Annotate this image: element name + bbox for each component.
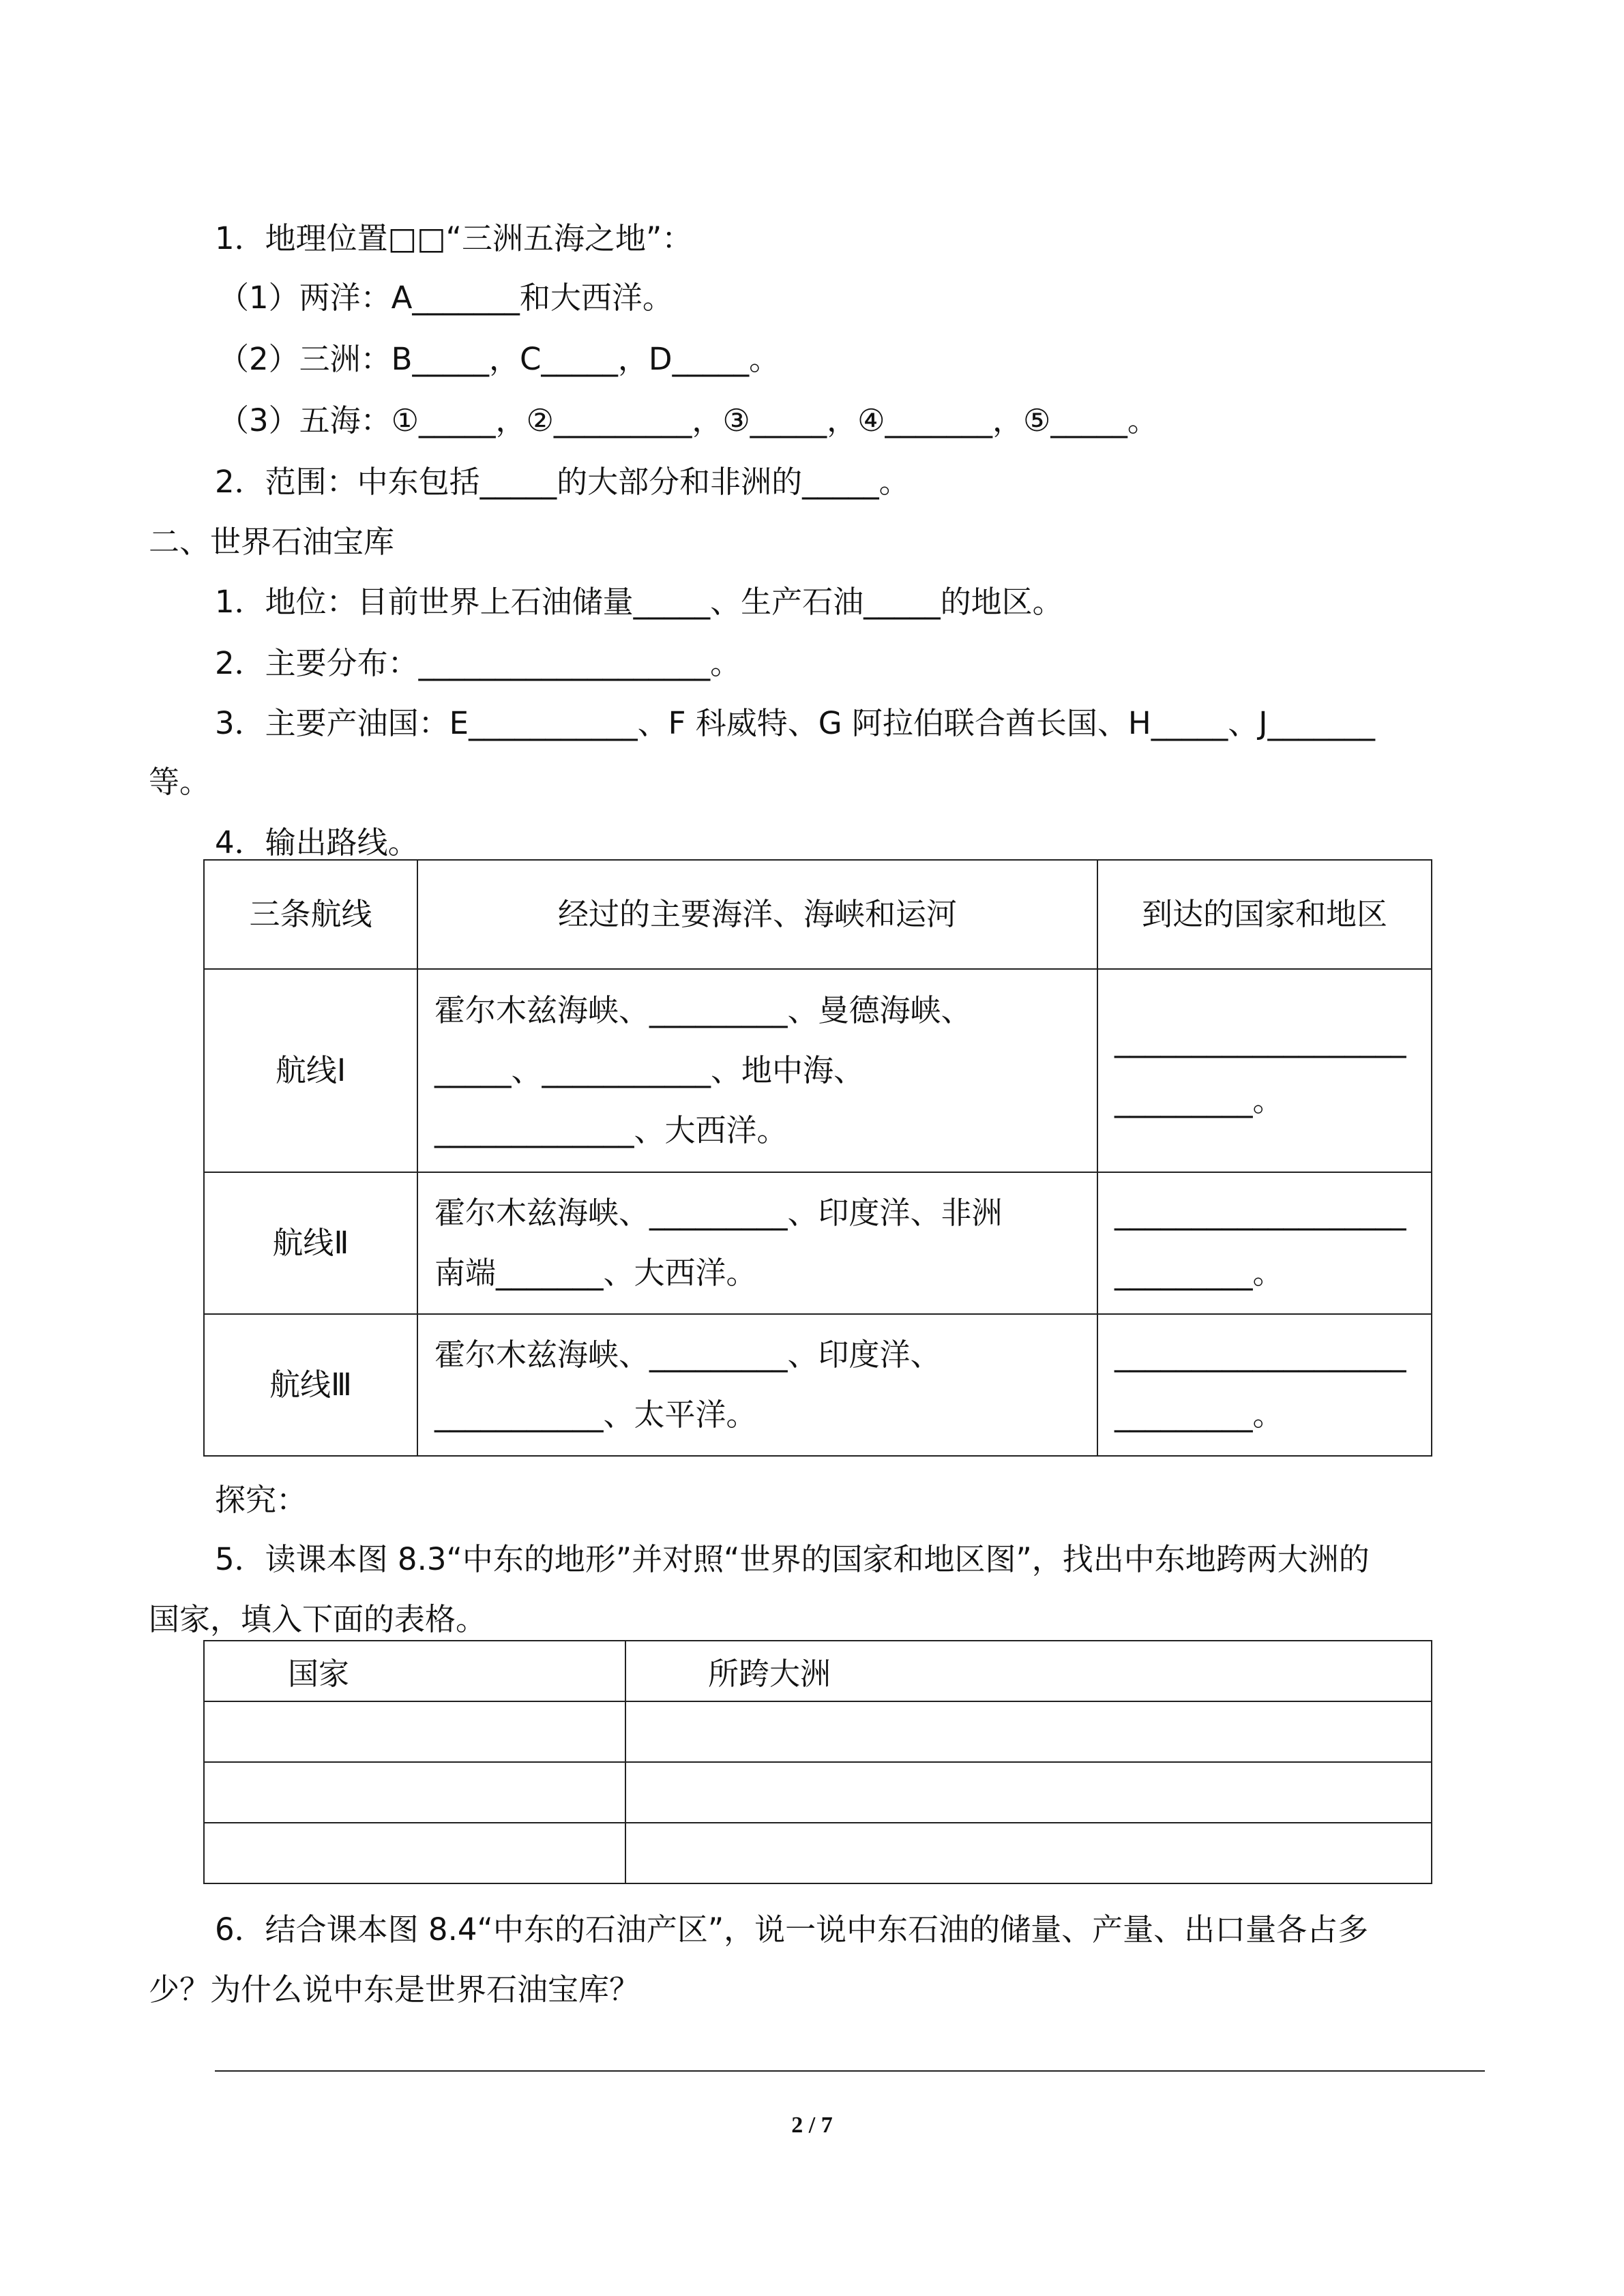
explore-label: 探究： [215, 1482, 308, 1518]
section-heading-oil: 二、世界石油宝库 [149, 524, 395, 560]
cross-continent-table [203, 1640, 1432, 1884]
route-passages [417, 1172, 1097, 1314]
route-passage-line: 霍尔木兹海峡、_________、曼德海峡、 [434, 992, 972, 1028]
table-header-row [204, 860, 1432, 969]
route-passage-line: 南端_______、大西洋。 [434, 1255, 757, 1291]
route-passage-line: 霍尔木兹海峡、_________、印度洋、 [434, 1337, 941, 1373]
table-row [204, 969, 1432, 1172]
table-row [204, 1823, 1432, 1883]
header-cell: 三条航线 [204, 860, 417, 969]
question-5-line2: 国家，填入下面的表格。 [149, 1601, 487, 1637]
route-destination [1097, 969, 1432, 1172]
table-header-row [204, 1641, 1432, 1701]
item-status: 1．地位：目前世界上石油储量_____、生产石油_____的地区。 [215, 584, 1063, 620]
answer-cell[interactable] [204, 1762, 625, 1823]
destination-line: _________。 [1114, 1397, 1284, 1433]
item-scope: 2．范围：中东包括_____的大部分和非洲的_____。 [215, 464, 910, 500]
route-passage-line: _____、___________、地中海、 [434, 1052, 865, 1088]
export-routes-table [203, 859, 1432, 1457]
destination-line: _________。 [1114, 1082, 1284, 1118]
route-name: 航线Ⅲ [204, 1314, 417, 1456]
item-location-title: 1．地理位置□□“三洲五海之地”： [215, 220, 693, 256]
answer-cell[interactable] [625, 1701, 1432, 1762]
header-cell: 到达的国家和地区 [1097, 860, 1432, 969]
header-cell: 国家 [204, 1641, 625, 1701]
destination-line: ___________________ [1114, 1195, 1406, 1231]
table-row [204, 1172, 1432, 1314]
item-three-continents: （2）三洲：B_____，C_____，D_____。 [218, 341, 780, 377]
route-destination [1097, 1172, 1432, 1314]
header-cell: 经过的主要海洋、海峡和运河 [417, 860, 1097, 969]
answer-line [215, 2070, 1485, 2072]
route-name: 航线Ⅱ [204, 1172, 417, 1314]
table-row [204, 1762, 1432, 1823]
route-name: 航线Ⅰ [204, 969, 417, 1172]
table-row [204, 1701, 1432, 1762]
route-passage-line: ___________、太平洋。 [434, 1397, 757, 1433]
answer-cell[interactable] [204, 1823, 625, 1883]
page-number: 2 / 7 [791, 2113, 833, 2138]
route-destination [1097, 1314, 1432, 1456]
item-export-routes: 4．输出路线。 [215, 824, 419, 861]
answer-cell[interactable] [625, 1762, 1432, 1823]
route-passage-line: 霍尔木兹海峡、_________、印度洋、非洲 [434, 1195, 1003, 1231]
route-passage-line: _____________、大西洋。 [434, 1112, 788, 1148]
table-row [204, 1314, 1432, 1456]
item-producers-cont: 等。 [149, 764, 211, 800]
route-passages [417, 1314, 1097, 1456]
question-5-line1: 5．读课本图 8.3“中东的地形”并对照“世界的国家和地区图”，找出中东地跨两大洲的 [215, 1541, 1370, 1577]
destination-line: ___________________ [1114, 1337, 1406, 1373]
question-6-line2: 少？为什么说中东是世界石油宝库？ [149, 1971, 640, 2008]
item-distribution: 2．主要分布：___________________。 [215, 645, 741, 681]
destination-line: ___________________ [1114, 1022, 1406, 1058]
route-passages [417, 969, 1097, 1172]
question-6-line1: 6．结合课本图 8.4“中东的石油产区”，说一说中东石油的储量、产量、出口量各占多 [215, 1911, 1369, 1948]
header-cell: 所跨大洲 [625, 1641, 1432, 1701]
item-two-oceans: （1）两洋：A_______和大西洋。 [218, 280, 673, 316]
item-five-seas: （3）五海：①_____，②_________，③_____，④_______，⑤_____。 [218, 402, 1158, 438]
answer-cell[interactable] [625, 1823, 1432, 1883]
item-producers: 3．主要产油国：E___________、F 科威特、G 阿拉伯联合酋长国、H_____、J_______ [215, 705, 1376, 741]
destination-line: _________。 [1114, 1255, 1284, 1291]
answer-cell[interactable] [204, 1701, 625, 1762]
